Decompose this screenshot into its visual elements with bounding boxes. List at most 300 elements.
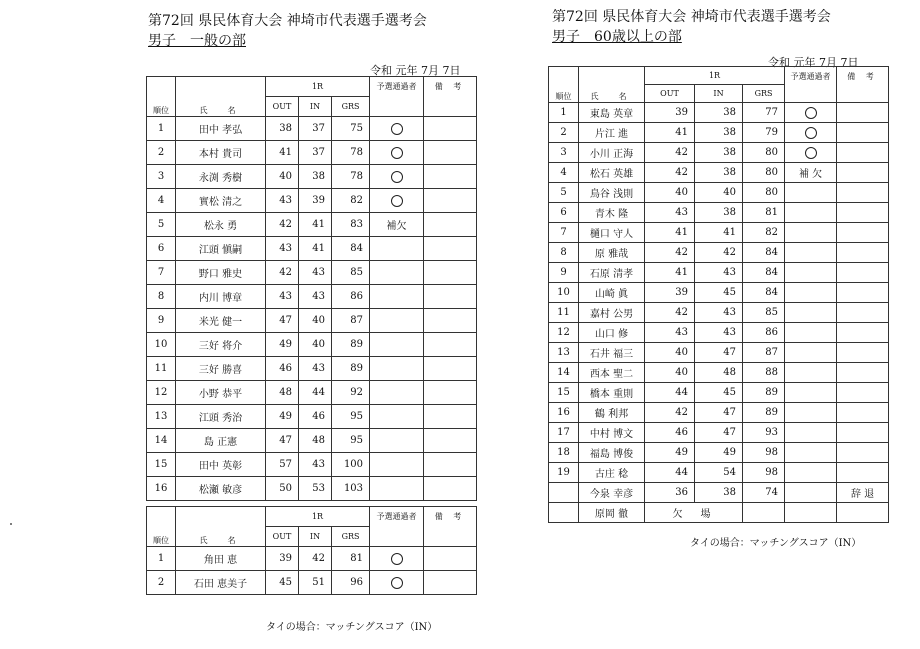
grs-cell: 80 [743, 183, 785, 203]
name-cell: 小野 恭平 [176, 381, 266, 405]
qualify-cell [370, 285, 424, 309]
left-date: 令和 元年 7月 7日 [370, 64, 461, 77]
rank-cell: 6 [549, 203, 579, 223]
right-results-table [548, 66, 889, 523]
rank-cell: 6 [147, 237, 176, 261]
grs-cell: 85 [743, 303, 785, 323]
rank-cell: 9 [549, 263, 579, 283]
in-cell: 51 [299, 571, 332, 595]
name-cell: 鳥谷 浅則 [579, 183, 645, 203]
rank-cell: 2 [147, 141, 176, 165]
remarks-cell [837, 283, 889, 303]
remarks-cell [837, 243, 889, 263]
grs-cell: 77 [743, 103, 785, 123]
rank-cell: 18 [549, 443, 579, 463]
grs-cell: 83 [332, 213, 370, 237]
rank-header: 順位 [549, 67, 579, 103]
out-cell: 48 [266, 381, 299, 405]
remarks-header: 備 考 [424, 507, 477, 547]
remarks-header: 備 考 [837, 67, 889, 103]
name-cell: 實松 清之 [176, 189, 266, 213]
out-cell: 42 [645, 163, 695, 183]
grs-cell: 98 [743, 463, 785, 483]
remarks-cell [424, 453, 477, 477]
in-cell: 42 [695, 243, 743, 263]
name-header: 氏 名 [176, 77, 266, 117]
rank-cell: 2 [549, 123, 579, 143]
grs-cell: 89 [332, 333, 370, 357]
remarks-cell [424, 237, 477, 261]
qualify-cell [785, 403, 837, 423]
out-header: OUT [266, 527, 299, 547]
qualify-cell [785, 283, 837, 303]
qualify-cell [785, 143, 837, 163]
qualified-circle-icon [391, 195, 403, 207]
grs-cell: 89 [332, 357, 370, 381]
qualified-circle-icon [391, 123, 403, 135]
remarks-cell [424, 477, 477, 501]
qualify-cell [370, 453, 424, 477]
table-row [147, 333, 477, 357]
remarks-cell [837, 103, 889, 123]
table-row [147, 165, 477, 189]
name-cell: 松永 勇 [176, 213, 266, 237]
right-title: 第72回 県民体育大会 神埼市代表選手選考会 [552, 9, 831, 25]
grs-cell: 98 [743, 443, 785, 463]
qualify-cell [785, 383, 837, 403]
grs-cell: 81 [332, 547, 370, 571]
in-cell: 49 [695, 443, 743, 463]
table-row [549, 483, 889, 503]
grs-cell: 82 [743, 223, 785, 243]
in-cell: 43 [695, 323, 743, 343]
remarks-cell [424, 405, 477, 429]
out-cell: 41 [645, 223, 695, 243]
qualify-cell [785, 503, 837, 523]
in-cell: 38 [695, 123, 743, 143]
in-cell: 54 [695, 463, 743, 483]
remarks-cell [837, 263, 889, 283]
out-cell: 40 [266, 165, 299, 189]
out-cell: 46 [266, 357, 299, 381]
qualify-header: 予選通過者 [370, 77, 424, 117]
name-cell: 小川 正海 [579, 143, 645, 163]
table-row [147, 213, 477, 237]
rank-cell: 14 [147, 429, 176, 453]
rank-cell: 12 [147, 381, 176, 405]
remarks-cell [424, 117, 477, 141]
qualified-circle-icon [391, 147, 403, 159]
rank-cell: 1 [147, 117, 176, 141]
qualify-cell [370, 165, 424, 189]
in-header: IN [299, 527, 332, 547]
in-cell: 40 [299, 309, 332, 333]
out-cell: 欠 場 [645, 503, 743, 523]
table-row [549, 423, 889, 443]
out-cell: 47 [266, 429, 299, 453]
grs-cell: 78 [332, 165, 370, 189]
in-cell: 40 [695, 183, 743, 203]
out-cell: 38 [266, 117, 299, 141]
in-cell: 47 [695, 343, 743, 363]
in-cell: 38 [695, 103, 743, 123]
rank-cell: 16 [549, 403, 579, 423]
left-results-table [146, 76, 477, 501]
left-women-table [146, 506, 477, 595]
grs-cell: 78 [332, 141, 370, 165]
remarks-cell [424, 333, 477, 357]
rank-cell: 19 [549, 463, 579, 483]
out-cell: 49 [266, 333, 299, 357]
table-row [147, 405, 477, 429]
grs-header: GRS [332, 97, 370, 117]
in-cell: 45 [695, 283, 743, 303]
grs-cell: 80 [743, 163, 785, 183]
name-cell: 中村 博文 [579, 423, 645, 443]
in-cell: 43 [695, 263, 743, 283]
out-cell: 40 [645, 363, 695, 383]
in-cell: 42 [299, 547, 332, 571]
table-row [147, 477, 477, 501]
rank-cell [549, 503, 579, 523]
name-cell: 石井 福三 [579, 343, 645, 363]
grs-cell [743, 503, 785, 523]
rank-cell: 10 [549, 283, 579, 303]
qualify-cell [785, 263, 837, 283]
rank-cell: 7 [549, 223, 579, 243]
in-cell: 43 [299, 357, 332, 381]
qualify-cell [785, 323, 837, 343]
remarks-cell [424, 547, 477, 571]
grs-cell: 82 [332, 189, 370, 213]
name-cell: 角田 恵 [176, 547, 266, 571]
name-cell: 松瀬 敏彦 [176, 477, 266, 501]
remarks-cell: 辞 退 [837, 483, 889, 503]
left-title: 第72回 県民体育大会 神埼市代表選手選考会 [148, 13, 427, 29]
remarks-cell [837, 383, 889, 403]
remarks-cell [837, 163, 889, 183]
in-cell: 40 [299, 333, 332, 357]
out-cell: 43 [645, 203, 695, 223]
in-cell: 38 [299, 165, 332, 189]
table-row [147, 571, 477, 595]
in-cell: 43 [299, 261, 332, 285]
out-cell: 43 [266, 189, 299, 213]
name-cell: 野口 雅史 [176, 261, 266, 285]
table-row [549, 223, 889, 243]
rank-cell: 4 [147, 189, 176, 213]
left-table-body [147, 117, 477, 501]
name-cell: 内川 博章 [176, 285, 266, 309]
name-cell: 山崎 眞 [579, 283, 645, 303]
out-cell: 43 [266, 285, 299, 309]
grs-cell: 103 [332, 477, 370, 501]
remarks-cell [837, 363, 889, 383]
rank-cell: 8 [549, 243, 579, 263]
name-cell: 三好 勝喜 [176, 357, 266, 381]
out-cell: 42 [266, 213, 299, 237]
right-subtitle: 男子 60歳以上の部 [552, 29, 682, 45]
out-cell: 43 [645, 323, 695, 343]
remarks-cell [837, 143, 889, 163]
rank-cell: 8 [147, 285, 176, 309]
name-cell: 松石 英雄 [579, 163, 645, 183]
qualify-cell [785, 183, 837, 203]
rank-cell: 2 [147, 571, 176, 595]
scan-speck [10, 523, 12, 525]
left-tie-note: タイの場合：マッチングスコア（IN） [266, 622, 438, 633]
table-row [549, 323, 889, 343]
out-cell: 45 [266, 571, 299, 595]
grs-cell: 89 [743, 403, 785, 423]
rank-cell: 3 [549, 143, 579, 163]
rank-cell [549, 483, 579, 503]
in-cell: 43 [299, 453, 332, 477]
out-header: OUT [266, 97, 299, 117]
rank-cell: 5 [147, 213, 176, 237]
grs-cell: 86 [332, 285, 370, 309]
in-cell: 39 [299, 189, 332, 213]
in-cell: 47 [695, 403, 743, 423]
out-cell: 41 [645, 123, 695, 143]
grs-cell: 88 [743, 363, 785, 383]
remarks-cell [837, 183, 889, 203]
rank-cell: 13 [147, 405, 176, 429]
name-cell: 石原 清孝 [579, 263, 645, 283]
remarks-cell [837, 123, 889, 143]
qualify-cell [370, 571, 424, 595]
in-cell: 47 [695, 423, 743, 443]
out-cell: 44 [645, 463, 695, 483]
table-row [147, 261, 477, 285]
rank-cell: 10 [147, 333, 176, 357]
in-cell: 41 [695, 223, 743, 243]
round-header: 1R [645, 67, 785, 85]
grs-cell: 89 [743, 383, 785, 403]
name-header: 氏 名 [579, 67, 645, 103]
rank-cell: 9 [147, 309, 176, 333]
grs-cell: 75 [332, 117, 370, 141]
out-cell: 40 [645, 343, 695, 363]
round-header: 1R [266, 507, 370, 527]
right-date: 令和 元年 7月 7日 [768, 56, 859, 69]
table-row [147, 141, 477, 165]
in-cell: 38 [695, 163, 743, 183]
out-cell: 41 [266, 141, 299, 165]
table-row [549, 283, 889, 303]
qualify-cell [785, 343, 837, 363]
grs-cell: 100 [332, 453, 370, 477]
qualify-cell [785, 443, 837, 463]
qualify-cell [370, 237, 424, 261]
out-cell: 49 [266, 405, 299, 429]
name-cell: 青木 隆 [579, 203, 645, 223]
qualify-cell [785, 363, 837, 383]
qualify-cell [370, 405, 424, 429]
out-cell: 42 [645, 303, 695, 323]
remarks-cell [424, 429, 477, 453]
rank-cell: 1 [549, 103, 579, 123]
out-cell: 39 [645, 283, 695, 303]
table-row [549, 203, 889, 223]
grs-cell: 95 [332, 405, 370, 429]
remarks-cell [837, 323, 889, 343]
name-cell: 江頭 秀治 [176, 405, 266, 429]
grs-cell: 79 [743, 123, 785, 143]
grs-cell: 93 [743, 423, 785, 443]
grs-cell: 80 [743, 143, 785, 163]
table-row [147, 547, 477, 571]
grs-cell: 87 [332, 309, 370, 333]
name-cell: 田中 英彰 [176, 453, 266, 477]
in-cell: 45 [695, 383, 743, 403]
qualify-cell [370, 381, 424, 405]
table-row [549, 443, 889, 463]
qualify-cell: 補欠 [370, 213, 424, 237]
in-cell: 44 [299, 381, 332, 405]
name-cell: 原岡 徹 [579, 503, 645, 523]
remarks-cell [424, 571, 477, 595]
round-header: 1R [266, 77, 370, 97]
name-cell: 山口 修 [579, 323, 645, 343]
qualify-cell: 補 欠 [785, 163, 837, 183]
out-header: OUT [645, 85, 695, 103]
rank-header: 順位 [147, 507, 176, 547]
remarks-header: 備 考 [424, 77, 477, 117]
grs-cell: 84 [743, 283, 785, 303]
qualify-cell [370, 309, 424, 333]
out-cell: 42 [645, 243, 695, 263]
in-cell: 38 [695, 483, 743, 503]
in-cell: 37 [299, 141, 332, 165]
out-cell: 39 [645, 103, 695, 123]
grs-cell: 85 [332, 261, 370, 285]
remarks-cell [837, 423, 889, 443]
out-cell: 43 [266, 237, 299, 261]
name-cell: 原 雅哉 [579, 243, 645, 263]
qualify-header: 予選通過者 [370, 507, 424, 547]
qualify-cell [785, 103, 837, 123]
table-row [549, 363, 889, 383]
qualify-cell [370, 477, 424, 501]
qualify-cell [785, 223, 837, 243]
rank-cell: 15 [549, 383, 579, 403]
qualify-cell [370, 333, 424, 357]
out-cell: 39 [266, 547, 299, 571]
name-cell: 田中 孝弘 [176, 117, 266, 141]
rank-cell: 17 [549, 423, 579, 443]
name-cell: 永渕 秀樹 [176, 165, 266, 189]
name-cell: 石田 恵美子 [176, 571, 266, 595]
table-row [549, 463, 889, 483]
out-cell: 50 [266, 477, 299, 501]
remarks-cell [837, 463, 889, 483]
rank-header: 順位 [147, 77, 176, 117]
remarks-cell [424, 141, 477, 165]
right-table-body [549, 103, 889, 523]
qualify-cell [370, 117, 424, 141]
name-cell: 西本 聖二 [579, 363, 645, 383]
table-row [549, 143, 889, 163]
table-row [147, 453, 477, 477]
name-cell: 米光 健一 [176, 309, 266, 333]
remarks-cell [424, 261, 477, 285]
out-cell: 41 [645, 263, 695, 283]
remarks-cell [424, 309, 477, 333]
rank-cell: 1 [147, 547, 176, 571]
in-cell: 38 [695, 203, 743, 223]
left-subtitle: 男子 一般の部 [148, 33, 246, 49]
rank-cell: 4 [549, 163, 579, 183]
name-cell: 今泉 幸彦 [579, 483, 645, 503]
remarks-cell [424, 165, 477, 189]
grs-cell: 74 [743, 483, 785, 503]
remarks-cell [424, 189, 477, 213]
rank-cell: 12 [549, 323, 579, 343]
table-row [147, 381, 477, 405]
name-cell: 本村 貴司 [176, 141, 266, 165]
table-row [147, 285, 477, 309]
remarks-cell [837, 303, 889, 323]
out-cell: 46 [645, 423, 695, 443]
grs-cell: 95 [332, 429, 370, 453]
qualify-cell [785, 483, 837, 503]
remarks-cell [424, 285, 477, 309]
left-women-table-body [147, 547, 477, 595]
out-cell: 42 [266, 261, 299, 285]
out-cell: 42 [645, 143, 695, 163]
table-row [549, 403, 889, 423]
table-row [147, 309, 477, 333]
remarks-cell [837, 223, 889, 243]
rank-cell: 15 [147, 453, 176, 477]
in-header: IN [299, 97, 332, 117]
right-tie-note: タイの場合：マッチングスコア（IN） [690, 538, 862, 549]
table-row [549, 503, 889, 523]
in-cell: 43 [695, 303, 743, 323]
in-cell: 48 [695, 363, 743, 383]
name-cell: 江頭 愼嗣 [176, 237, 266, 261]
name-cell: 福島 博俊 [579, 443, 645, 463]
name-cell: 島 正憲 [176, 429, 266, 453]
grs-cell: 86 [743, 323, 785, 343]
table-row [147, 237, 477, 261]
grs-cell: 87 [743, 343, 785, 363]
grs-cell: 84 [743, 243, 785, 263]
name-cell: 古庄 稔 [579, 463, 645, 483]
qualify-header: 予選通過者 [785, 67, 837, 103]
grs-cell: 92 [332, 381, 370, 405]
qualify-cell [785, 203, 837, 223]
rank-cell: 14 [549, 363, 579, 383]
remarks-cell [837, 503, 889, 523]
in-header: IN [695, 85, 743, 103]
grs-cell: 81 [743, 203, 785, 223]
name-cell: 片江 進 [579, 123, 645, 143]
rank-cell: 11 [549, 303, 579, 323]
remarks-cell [424, 357, 477, 381]
grs-cell: 84 [743, 263, 785, 283]
table-row [549, 123, 889, 143]
qualify-cell [370, 141, 424, 165]
name-header: 氏 名 [176, 507, 266, 547]
name-cell: 嘉村 公男 [579, 303, 645, 323]
qualified-circle-icon [391, 553, 403, 565]
in-cell: 41 [299, 213, 332, 237]
table-row [147, 189, 477, 213]
out-cell: 40 [645, 183, 695, 203]
remarks-cell [424, 381, 477, 405]
